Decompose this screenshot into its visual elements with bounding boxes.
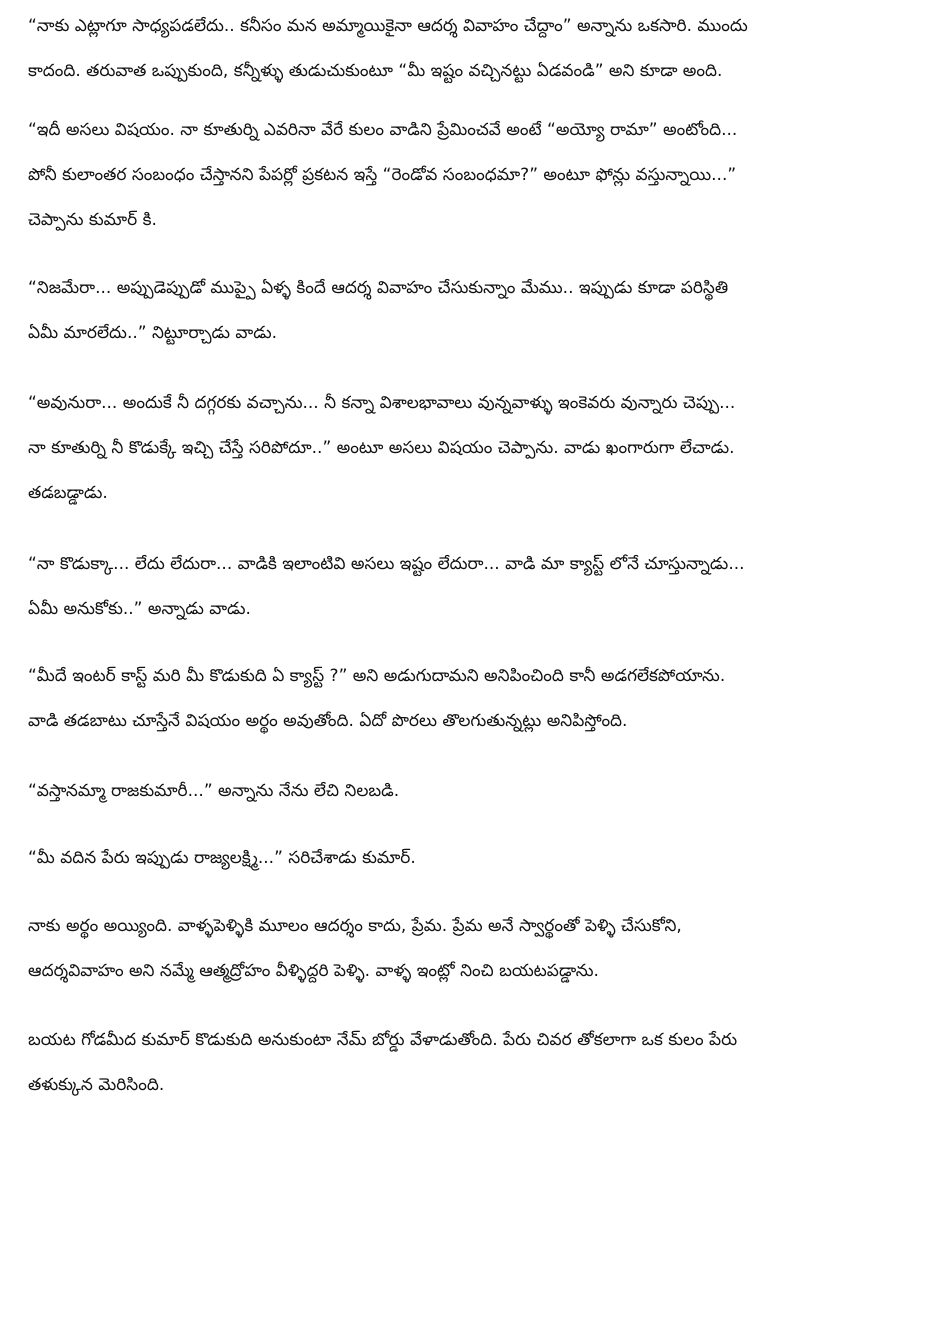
text-line: తళుక్కున మెరిసింది. — [28, 1075, 165, 1095]
text-line: కాదంది. తరువాత ఒప్పుకుంది, కన్నీళ్ళు తుడుచుకుంటూ “మీ ఇష్టం వచ్చినట్టు ఏడవండి” అని కూడా అంది. — [28, 61, 723, 81]
text-line: వాడి తడబాటు చూస్తేనే విషయం అర్థం అవుతోంది. ఏదో పొరలు తొలగుతున్నట్లు అనిపిస్తోంది. — [28, 711, 628, 731]
text-line: “మీదే ఇంటర్ కాస్ట్ మరి మీ కొడుకుది ఏ క్యాస్ట్ ?” అని అడుగుదామని అనిపించింది కానీ అడగలేకపోయాను. — [28, 666, 726, 686]
paragraph-5 — [28, 542, 908, 632]
text-line: ఏమీ మారలేదు..” నిట్టూర్చాడు వాడు. — [28, 323, 278, 343]
paragraph-2 — [28, 108, 908, 243]
text-line: “నిజమేరా... అప్పుడెప్పుడో ముప్పై ఏళ్ళ కిందే ఆదర్శ వివాహం చేసుకున్నాం మేము.. ఇప్పుడు కూడా పరిస్థితి — [28, 278, 729, 298]
text-line: నా కూతుర్ని నీ కొడుక్కే ఇచ్చి చేస్తే సరిపోదూ..” అంటూ అసలు విషయం చెప్పాను. వాడు ఖంగారుగా లేచాడు. — [28, 438, 735, 458]
text-line: “ఇదీ అసలు విషయం. నా కూతుర్ని ఎవరినా వేరే కులం వాడిని ప్రేమించవే అంటే “అయ్యో రామా” అంటోంది... — [28, 120, 738, 140]
text-line: బయట గోడమీద కుమార్ కొడుకుది అనుకుంటా నేమ్ బోర్డు వేళాడుతోంది. పేరు చివర తోకలాగా ఒక కులం పేరు — [28, 1030, 738, 1050]
text-line: తడబడ్డాడు. — [28, 483, 108, 503]
text-line: ఏమీ అనుకోకు..” అన్నాడు వాడు. — [28, 599, 251, 619]
paragraph-6 — [28, 654, 908, 744]
text-line: ఆదర్శవివాహం అని నమ్మే ఆత్మద్రోహం వీళ్ళిద్దరి పెళ్ళి. వాళ్ళ ఇంట్లో నించి బయటపడ్డాను. — [28, 961, 599, 981]
paragraph-3 — [28, 266, 908, 356]
text-line: నాకు అర్థం అయ్యింది. వాళ్ళపెళ్ళికి మూలం ఆదర్శం కాదు, ప్రేమ. ప్రేమ అనే స్వార్థంతో పెళ్ళి చేసుకోని, — [28, 916, 682, 936]
text-line: చెప్పాను కుమార్ కి. — [28, 210, 157, 230]
paragraph-10 — [28, 1018, 908, 1108]
text-line: “నా కొడుక్కా... లేదు లేదురా... వాడికి ఇలాంటివి అసలు ఇష్టం లేదురా... వాడి మా క్యాస్ట్ లోనే చూస్తున్నాడు... — [28, 554, 745, 574]
text-line: “అవునురా... అందుకే నీ దగ్గరకు వచ్చాను... నీ కన్నా విశాలభావాలు వున్నవాళ్ళు ఇంకెవరు వున్నారు చెప్పు... — [28, 393, 736, 413]
paragraph-4 — [28, 381, 908, 516]
paragraph-1 — [28, 4, 908, 94]
paragraph-8 — [28, 836, 908, 881]
text-line: “నాకు ఎట్లాగూ సాధ్యపడలేదు.. కనీసం మన అమ్మాయికైనా ఆదర్శ వివాహం చేద్దాం” అన్నాను ఒకసారి. ముందు — [28, 16, 748, 36]
paragraph-9 — [28, 904, 908, 994]
text-line: పోనీ కులాంతర సంబంధం చేస్తానని పేపర్లో ప్రకటన ఇస్తే “రెండోవ సంబంధమా?” అంటూ ఫోన్లు వస్తున్నాయి...” — [28, 165, 737, 185]
text-line: “వస్తానమ్మా రాజకుమారీ...” అన్నాను నేను లేచి నిలబడి. — [28, 781, 400, 801]
text-line: “మీ వదిన పేరు ఇప్పుడు రాజ్యలక్ష్మి...” సరిచేశాడు కుమార్. — [28, 848, 416, 868]
paragraph-7 — [28, 769, 908, 814]
